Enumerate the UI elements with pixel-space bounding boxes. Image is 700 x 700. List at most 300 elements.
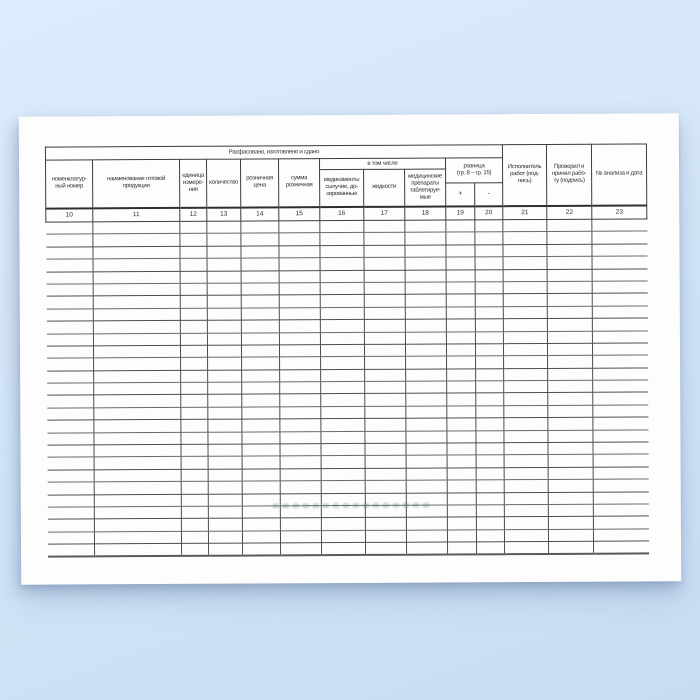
empty-cell — [475, 220, 503, 233]
form-table — [45, 143, 649, 557]
header-cell-tableted-preparations: медицинские препараты таблетируе- мые — [405, 169, 446, 206]
empty-cell — [321, 530, 365, 543]
empty-cell — [447, 517, 476, 530]
column-number: 22 — [547, 205, 592, 219]
empty-cell — [279, 320, 320, 333]
empty-cell — [548, 467, 593, 480]
empty-cell — [365, 468, 406, 481]
empty-cell — [280, 444, 321, 457]
empty-cell — [364, 307, 405, 320]
empty-cell — [47, 408, 94, 421]
header-cell-checked-accepted-signature: Проверил и принял рабо- ту (подпись) — [546, 144, 591, 205]
empty-cell — [364, 282, 405, 295]
empty-cell — [181, 444, 208, 457]
empty-cell — [280, 468, 321, 481]
empty-cell — [47, 507, 94, 520]
empty-cell — [208, 494, 242, 507]
empty-cell — [593, 504, 648, 517]
empty-cell — [207, 333, 241, 346]
empty-cell — [503, 269, 547, 282]
empty-cell — [181, 407, 208, 420]
empty-cell — [181, 531, 208, 544]
empty-cell — [47, 532, 94, 545]
empty-cell — [593, 529, 648, 542]
empty-cell — [405, 332, 446, 345]
empty-cell — [504, 343, 548, 356]
empty-cell — [47, 470, 94, 483]
empty-cell — [364, 295, 405, 308]
empty-cell — [279, 221, 320, 234]
empty-cell — [592, 269, 647, 282]
empty-cell — [280, 382, 321, 395]
header-cell-quantity: количество — [207, 159, 241, 207]
empty-cell — [279, 233, 320, 246]
empty-cell — [406, 406, 447, 419]
empty-cell — [242, 419, 280, 432]
empty-cell — [364, 319, 405, 332]
empty-cell — [548, 442, 593, 455]
column-number: 20 — [475, 206, 503, 220]
empty-cell — [47, 445, 94, 458]
empty-cell — [475, 319, 503, 332]
empty-cell — [594, 541, 649, 554]
empty-cell — [593, 355, 648, 368]
empty-cell — [547, 294, 592, 307]
empty-cell — [241, 233, 279, 246]
empty-cell — [93, 333, 180, 346]
empty-cell — [47, 371, 94, 384]
empty-cell — [46, 309, 93, 322]
empty-cell — [365, 418, 406, 431]
empty-cell — [207, 246, 241, 259]
empty-cell — [208, 518, 242, 531]
empty-cell — [364, 270, 405, 283]
empty-cell — [321, 431, 365, 444]
empty-cell — [476, 517, 504, 530]
empty-cell — [365, 443, 406, 456]
empty-cell — [447, 381, 476, 394]
empty-cell — [504, 430, 548, 443]
empty-cell — [475, 331, 503, 344]
empty-cell — [241, 332, 279, 345]
empty-cell — [365, 369, 406, 382]
empty-cell — [47, 482, 94, 495]
empty-cell — [406, 393, 447, 406]
empty-cell — [446, 220, 475, 233]
empty-cell — [279, 295, 320, 308]
empty-cell — [504, 480, 548, 493]
column-number: 10 — [46, 208, 93, 222]
header-cell-measure-unit: единица измере- ния — [180, 159, 207, 207]
empty-cell — [208, 357, 242, 370]
empty-cell — [592, 293, 647, 306]
column-number: 15 — [279, 207, 320, 221]
empty-cell — [180, 221, 207, 234]
empty-cell — [446, 331, 475, 344]
empty-cell — [593, 467, 648, 480]
empty-cell — [548, 479, 593, 492]
empty-cell — [93, 271, 180, 284]
empty-cell — [447, 530, 476, 543]
header-cell-difference-plus: + — [446, 183, 475, 206]
empty-cell — [320, 245, 364, 258]
empty-cell — [280, 481, 321, 494]
empty-cell — [47, 457, 94, 470]
empty-cell — [180, 296, 207, 309]
empty-cell — [279, 258, 320, 271]
empty-cell — [280, 431, 321, 444]
empty-cell — [208, 506, 242, 519]
empty-cell — [241, 320, 279, 333]
empty-cell — [476, 430, 504, 443]
column-number: 19 — [446, 206, 475, 220]
empty-cell — [208, 444, 242, 457]
empty-cell — [208, 432, 242, 445]
empty-cell — [592, 231, 647, 244]
empty-cell — [547, 244, 592, 257]
empty-cell — [405, 220, 446, 233]
empty-cell — [406, 455, 447, 468]
empty-cell — [93, 345, 180, 358]
header-cell-loose-dosed-medicines: медикаменты сыпучие, до- зированные — [320, 169, 364, 206]
form-table-header — [45, 144, 646, 222]
header-cell-difference-group: разница (гр. 8 – гр. 15) — [446, 158, 503, 183]
empty-cell — [476, 393, 504, 406]
empty-cell — [503, 244, 547, 257]
empty-cell — [182, 543, 209, 556]
empty-cell — [593, 442, 648, 455]
empty-cell — [405, 319, 446, 332]
empty-cell — [447, 356, 476, 369]
empty-cell — [446, 257, 475, 270]
empty-cell — [47, 395, 94, 408]
empty-cell — [476, 505, 504, 518]
empty-cell — [242, 531, 280, 544]
empty-cell — [406, 356, 447, 369]
empty-cell — [320, 307, 364, 320]
empty-cell — [93, 246, 180, 259]
empty-cell — [547, 331, 592, 344]
column-number: 11 — [93, 207, 180, 221]
empty-cell — [180, 234, 207, 247]
column-number: 12 — [180, 207, 207, 221]
empty-cell — [548, 430, 593, 443]
empty-cell — [448, 542, 477, 555]
empty-cell — [405, 344, 446, 357]
empty-cell — [365, 381, 406, 394]
empty-cell — [549, 541, 594, 554]
empty-cell — [181, 481, 208, 494]
empty-cell — [505, 542, 549, 555]
empty-cell — [504, 467, 548, 480]
empty-cell — [593, 454, 648, 467]
empty-cell — [280, 407, 321, 420]
empty-cell — [320, 344, 364, 357]
empty-cell — [93, 259, 180, 272]
empty-cell — [365, 406, 406, 419]
empty-cell — [475, 269, 503, 282]
empty-cell — [446, 294, 475, 307]
empty-cell — [280, 456, 321, 469]
empty-cell — [94, 395, 181, 408]
empty-cell — [241, 270, 279, 283]
empty-cell — [475, 282, 503, 295]
empty-cell — [321, 419, 365, 432]
empty-cell — [93, 308, 180, 321]
empty-cell — [593, 516, 648, 529]
empty-cell — [180, 246, 207, 259]
empty-cell — [321, 468, 365, 481]
empty-cell — [47, 494, 94, 507]
empty-cell — [365, 518, 406, 531]
empty-cell — [93, 234, 180, 247]
empty-cell — [94, 494, 181, 507]
empty-cell — [476, 443, 504, 456]
empty-cell — [447, 369, 476, 382]
header-cell-difference-minus: - — [475, 183, 503, 206]
empty-cell — [548, 492, 593, 505]
empty-cell — [447, 443, 476, 456]
empty-cell — [476, 418, 504, 431]
empty-cell — [94, 469, 181, 482]
empty-cell — [46, 259, 93, 272]
empty-cell — [209, 543, 243, 556]
empty-cell — [242, 481, 280, 494]
empty-cell — [547, 256, 592, 269]
empty-cell — [94, 370, 181, 383]
empty-cell — [593, 430, 648, 443]
empty-cell — [180, 258, 207, 271]
empty-cell — [364, 245, 405, 258]
column-number: 17 — [364, 206, 405, 220]
empty-cell — [207, 320, 241, 333]
header-cell-analysis-number-date: № анализа и дата — [591, 144, 646, 205]
empty-cell — [320, 332, 364, 345]
empty-cell — [242, 407, 280, 420]
empty-cell — [476, 368, 504, 381]
empty-cell — [321, 406, 365, 419]
empty-cell — [364, 344, 405, 357]
empty-cell — [475, 257, 503, 270]
empty-cell — [476, 468, 504, 481]
empty-cell — [280, 394, 321, 407]
empty-cell — [181, 419, 208, 432]
empty-cell — [365, 431, 406, 444]
empty-cell — [548, 504, 593, 517]
empty-cell — [95, 544, 182, 557]
empty-cell — [592, 219, 647, 232]
empty-cell — [405, 232, 446, 245]
empty-cell — [181, 395, 208, 408]
empty-cell — [242, 394, 280, 407]
empty-cell — [208, 370, 242, 383]
empty-cell — [46, 346, 93, 359]
watermark — [273, 503, 433, 509]
empty-cell — [504, 418, 548, 431]
empty-cell — [504, 529, 548, 542]
empty-cell — [46, 247, 93, 260]
empty-cell — [279, 345, 320, 358]
empty-cell — [181, 370, 208, 383]
empty-cell — [447, 430, 476, 443]
empty-cell — [405, 307, 446, 320]
column-number: 16 — [320, 206, 364, 220]
empty-cell — [548, 356, 593, 369]
empty-cell — [181, 358, 208, 371]
empty-cell — [504, 356, 548, 369]
empty-cell — [406, 443, 447, 456]
empty-cell — [180, 271, 207, 284]
empty-cell — [548, 455, 593, 468]
header-cell-executor-signature: Исполнитель работ (под- пись) — [502, 144, 546, 205]
empty-cell — [593, 405, 648, 418]
empty-cell — [364, 220, 405, 233]
empty-cell — [364, 257, 405, 270]
empty-cell — [503, 331, 547, 344]
empty-cell — [47, 358, 94, 371]
empty-cell — [592, 244, 647, 257]
empty-cell — [280, 419, 321, 432]
empty-cell — [242, 456, 280, 469]
header-cell-retail-sum: сумма розничная — [279, 159, 320, 207]
empty-cell — [446, 307, 475, 320]
empty-cell — [548, 517, 593, 530]
empty-cell — [320, 220, 364, 233]
empty-cell — [446, 269, 475, 282]
empty-cell — [548, 393, 593, 406]
empty-cell — [94, 457, 181, 470]
empty-cell — [208, 395, 242, 408]
empty-cell — [476, 455, 504, 468]
empty-cell — [592, 256, 647, 269]
empty-cell — [447, 393, 476, 406]
empty-cell — [504, 492, 548, 505]
empty-cell — [406, 418, 447, 431]
header-cell-including-group: в том числе — [320, 158, 446, 170]
empty-cell — [593, 368, 648, 381]
empty-cell — [208, 382, 242, 395]
empty-cell — [47, 432, 94, 445]
empty-cell — [46, 271, 93, 284]
empty-cell — [320, 258, 364, 271]
empty-cell — [94, 407, 181, 420]
empty-cell — [503, 232, 547, 245]
empty-cell — [47, 383, 94, 396]
empty-cell — [242, 370, 280, 383]
empty-cell — [320, 233, 364, 246]
empty-cell — [46, 333, 93, 346]
empty-cell — [208, 456, 242, 469]
empty-cell — [503, 257, 547, 270]
empty-cell — [46, 234, 93, 247]
empty-cell — [446, 232, 475, 245]
table-row — [48, 541, 649, 557]
empty-cell — [504, 393, 548, 406]
column-number: 13 — [207, 207, 241, 221]
empty-cell — [320, 270, 364, 283]
empty-cell — [243, 543, 281, 556]
empty-cell — [241, 283, 279, 296]
empty-cell — [94, 531, 181, 544]
column-number: 23 — [592, 205, 647, 219]
band-header-cell: Расфасовано, изготовлено и сдано — [45, 145, 502, 160]
empty-cell — [93, 283, 180, 296]
empty-cell — [447, 418, 476, 431]
empty-cell — [322, 543, 366, 556]
empty-cell — [593, 479, 648, 492]
empty-cell — [242, 357, 280, 370]
empty-cell — [477, 542, 505, 555]
header-cell-product-name: наименование готовой продукции — [93, 159, 180, 207]
empty-cell — [279, 270, 320, 283]
empty-cell — [321, 382, 365, 395]
empty-cell — [279, 245, 320, 258]
empty-cell — [181, 432, 208, 445]
empty-cell — [547, 232, 592, 245]
empty-cell — [593, 380, 648, 393]
empty-cell — [476, 492, 504, 505]
empty-cell — [207, 221, 241, 234]
empty-cell — [365, 530, 406, 543]
empty-cell — [364, 332, 405, 345]
empty-cell — [547, 269, 592, 282]
empty-cell — [242, 518, 280, 531]
empty-cell — [241, 258, 279, 271]
empty-cell — [279, 283, 320, 296]
empty-cell — [181, 457, 208, 470]
empty-cell — [280, 369, 321, 382]
empty-cell — [242, 432, 280, 445]
empty-cell — [407, 542, 448, 555]
empty-cell — [181, 382, 208, 395]
empty-cell — [207, 283, 241, 296]
empty-cell — [93, 296, 180, 309]
empty-cell — [207, 295, 241, 308]
empty-cell — [447, 492, 476, 505]
empty-cell — [321, 443, 365, 456]
empty-cell — [321, 369, 365, 382]
empty-cell — [547, 281, 592, 294]
empty-cell — [593, 492, 648, 505]
empty-cell — [320, 282, 364, 295]
empty-cell — [94, 506, 181, 519]
empty-cell — [504, 517, 548, 530]
empty-cell — [406, 381, 447, 394]
empty-cell — [592, 318, 647, 331]
empty-cell — [93, 321, 180, 334]
empty-cell — [365, 456, 406, 469]
empty-cell — [405, 245, 446, 258]
empty-cell — [280, 518, 321, 531]
empty-cell — [208, 481, 242, 494]
empty-cell — [504, 405, 548, 418]
empty-cell — [405, 257, 446, 270]
empty-cell — [593, 417, 648, 430]
empty-cell — [320, 295, 364, 308]
empty-cell — [208, 419, 242, 432]
empty-cell — [446, 319, 475, 332]
empty-cell — [94, 519, 181, 532]
empty-cell — [592, 306, 647, 319]
empty-cell — [548, 343, 593, 356]
empty-cell — [181, 506, 208, 519]
empty-cell — [406, 369, 447, 382]
empty-cell — [321, 357, 365, 370]
empty-cell — [406, 517, 447, 530]
empty-cell — [446, 344, 475, 357]
empty-cell — [503, 294, 547, 307]
empty-cell — [406, 480, 447, 493]
